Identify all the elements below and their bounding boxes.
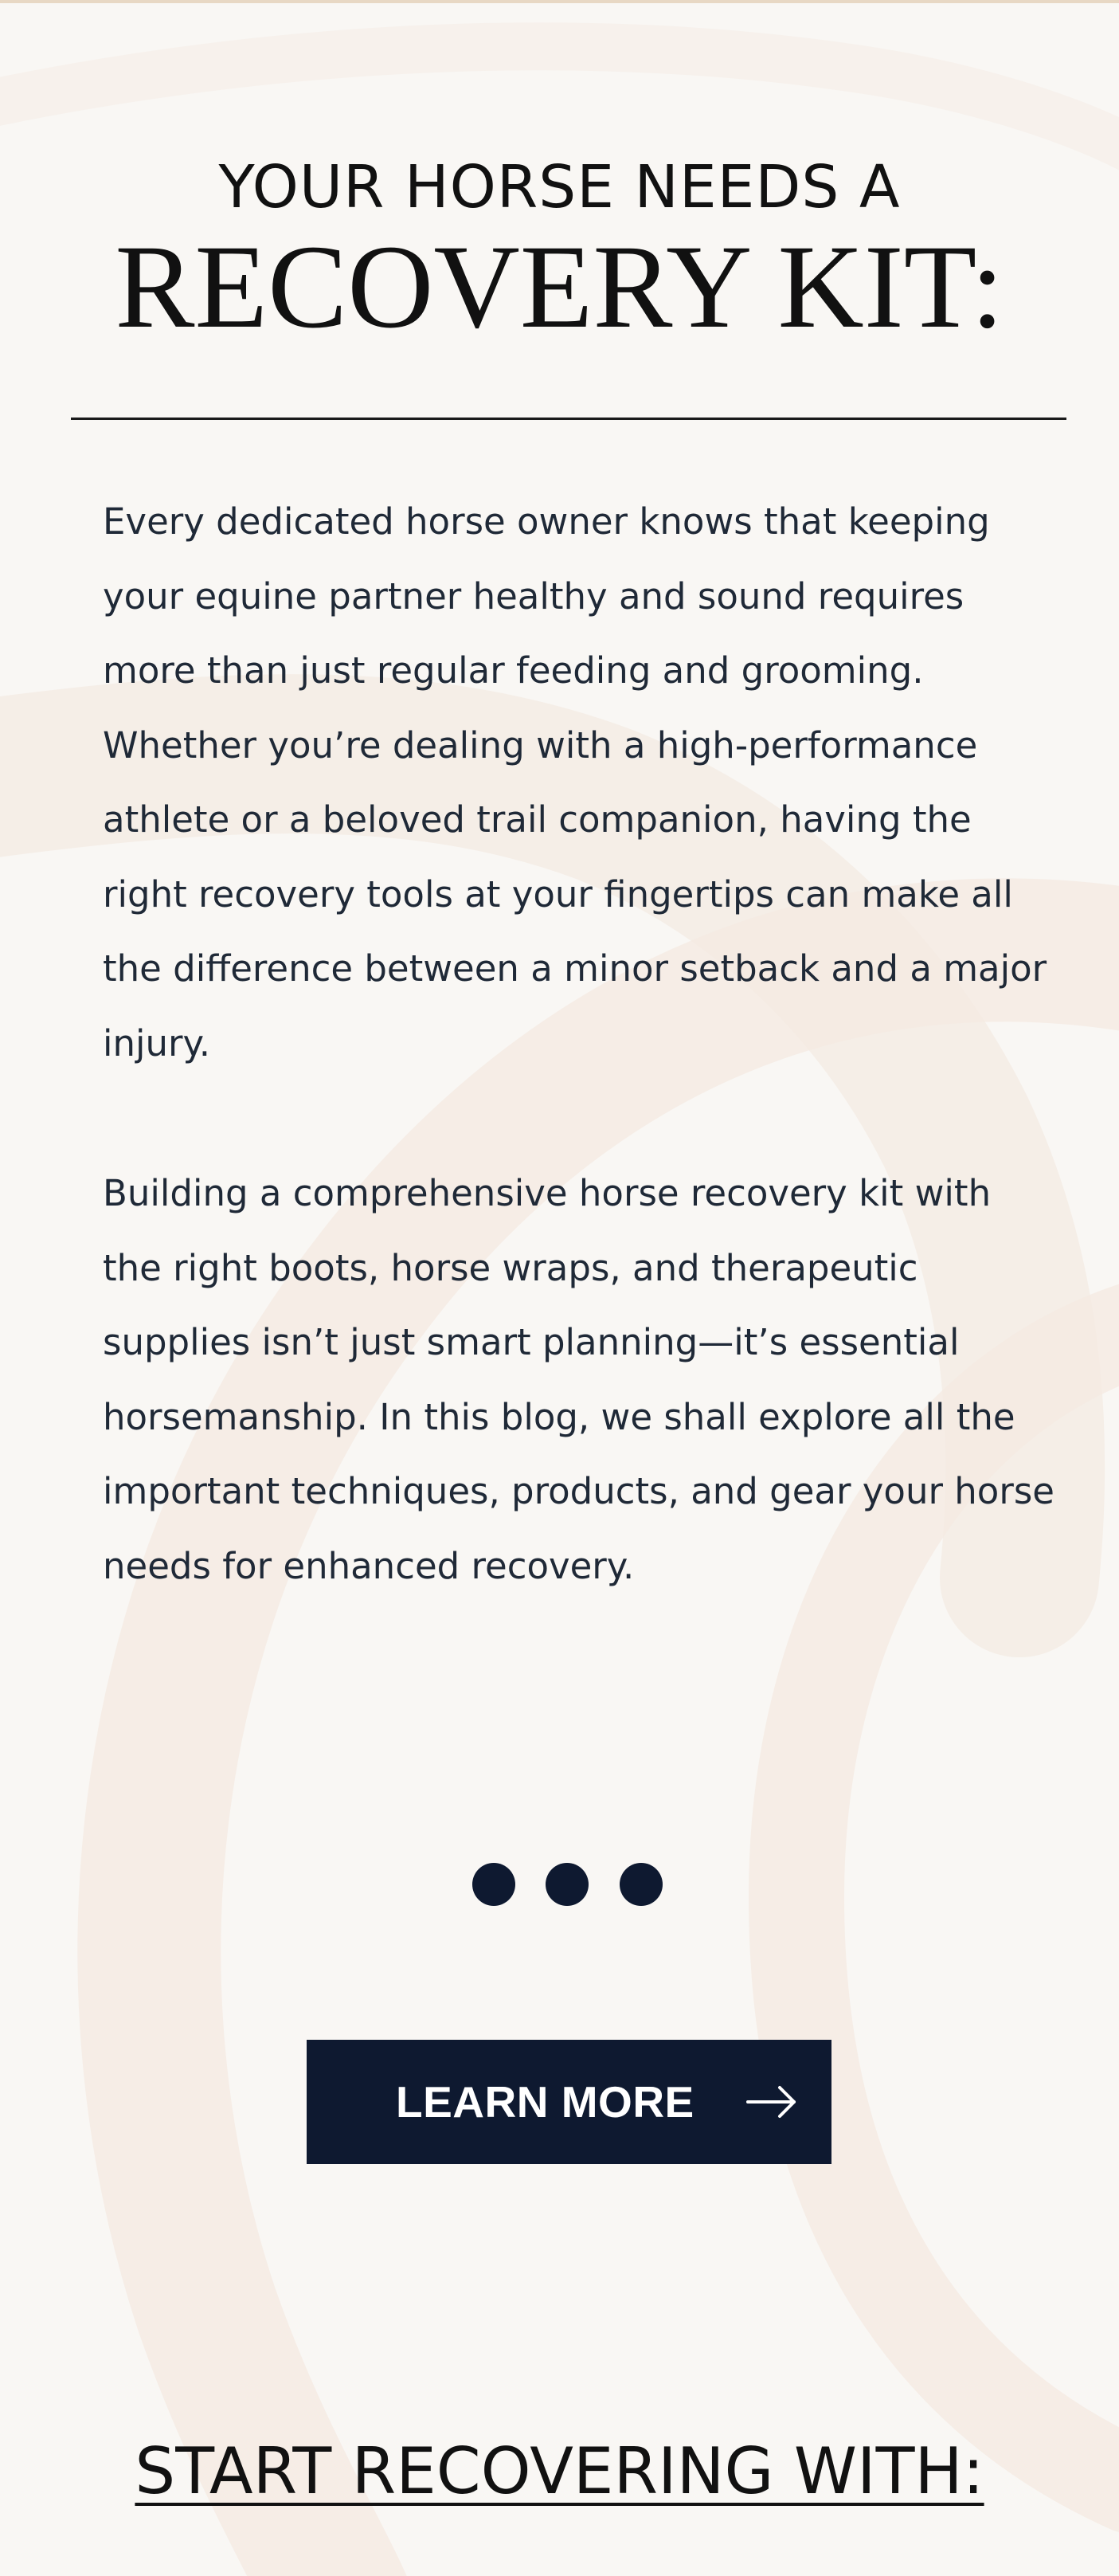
arrow-right-icon xyxy=(746,2084,797,2119)
learn-more-button[interactable] xyxy=(307,2040,831,2164)
dot-2 xyxy=(546,1863,589,1906)
headline-line-1: YOUR HORSE NEEDS A xyxy=(218,153,901,222)
section-title xyxy=(0,2432,1119,2511)
ellipsis-dots-decoration xyxy=(472,1863,663,1906)
dot-3 xyxy=(620,1863,663,1906)
headline-divider xyxy=(71,418,1066,420)
headline-line-2: RECOVERY KIT: xyxy=(115,221,1004,353)
intro-paragraph-2: Building a comprehensive horse recovery kit with the right boots, horse wraps, and therapeutic supplies isn’t just smart planning—it’s essential horsemanship. In this blog, we shall explore all the important techniques, products, and gear your horse needs for enhanced recovery. xyxy=(103,1172,1054,1587)
learn-more-label: LEARN MORE xyxy=(396,2077,694,2127)
intro-paragraph-1: Every dedicated horse owner knows that keeping your equine partner healthy and sound requires more than just regular feeding and grooming. Whether you’re dealing with a high-performance athlete or a beloved trail companion, having the right recovery tools at your fingertips can make all the difference between a minor setback and a major injury. xyxy=(103,500,1047,1065)
section-title-text: START RECOVERING WITH: xyxy=(135,2434,984,2508)
dot-1 xyxy=(472,1863,515,1906)
